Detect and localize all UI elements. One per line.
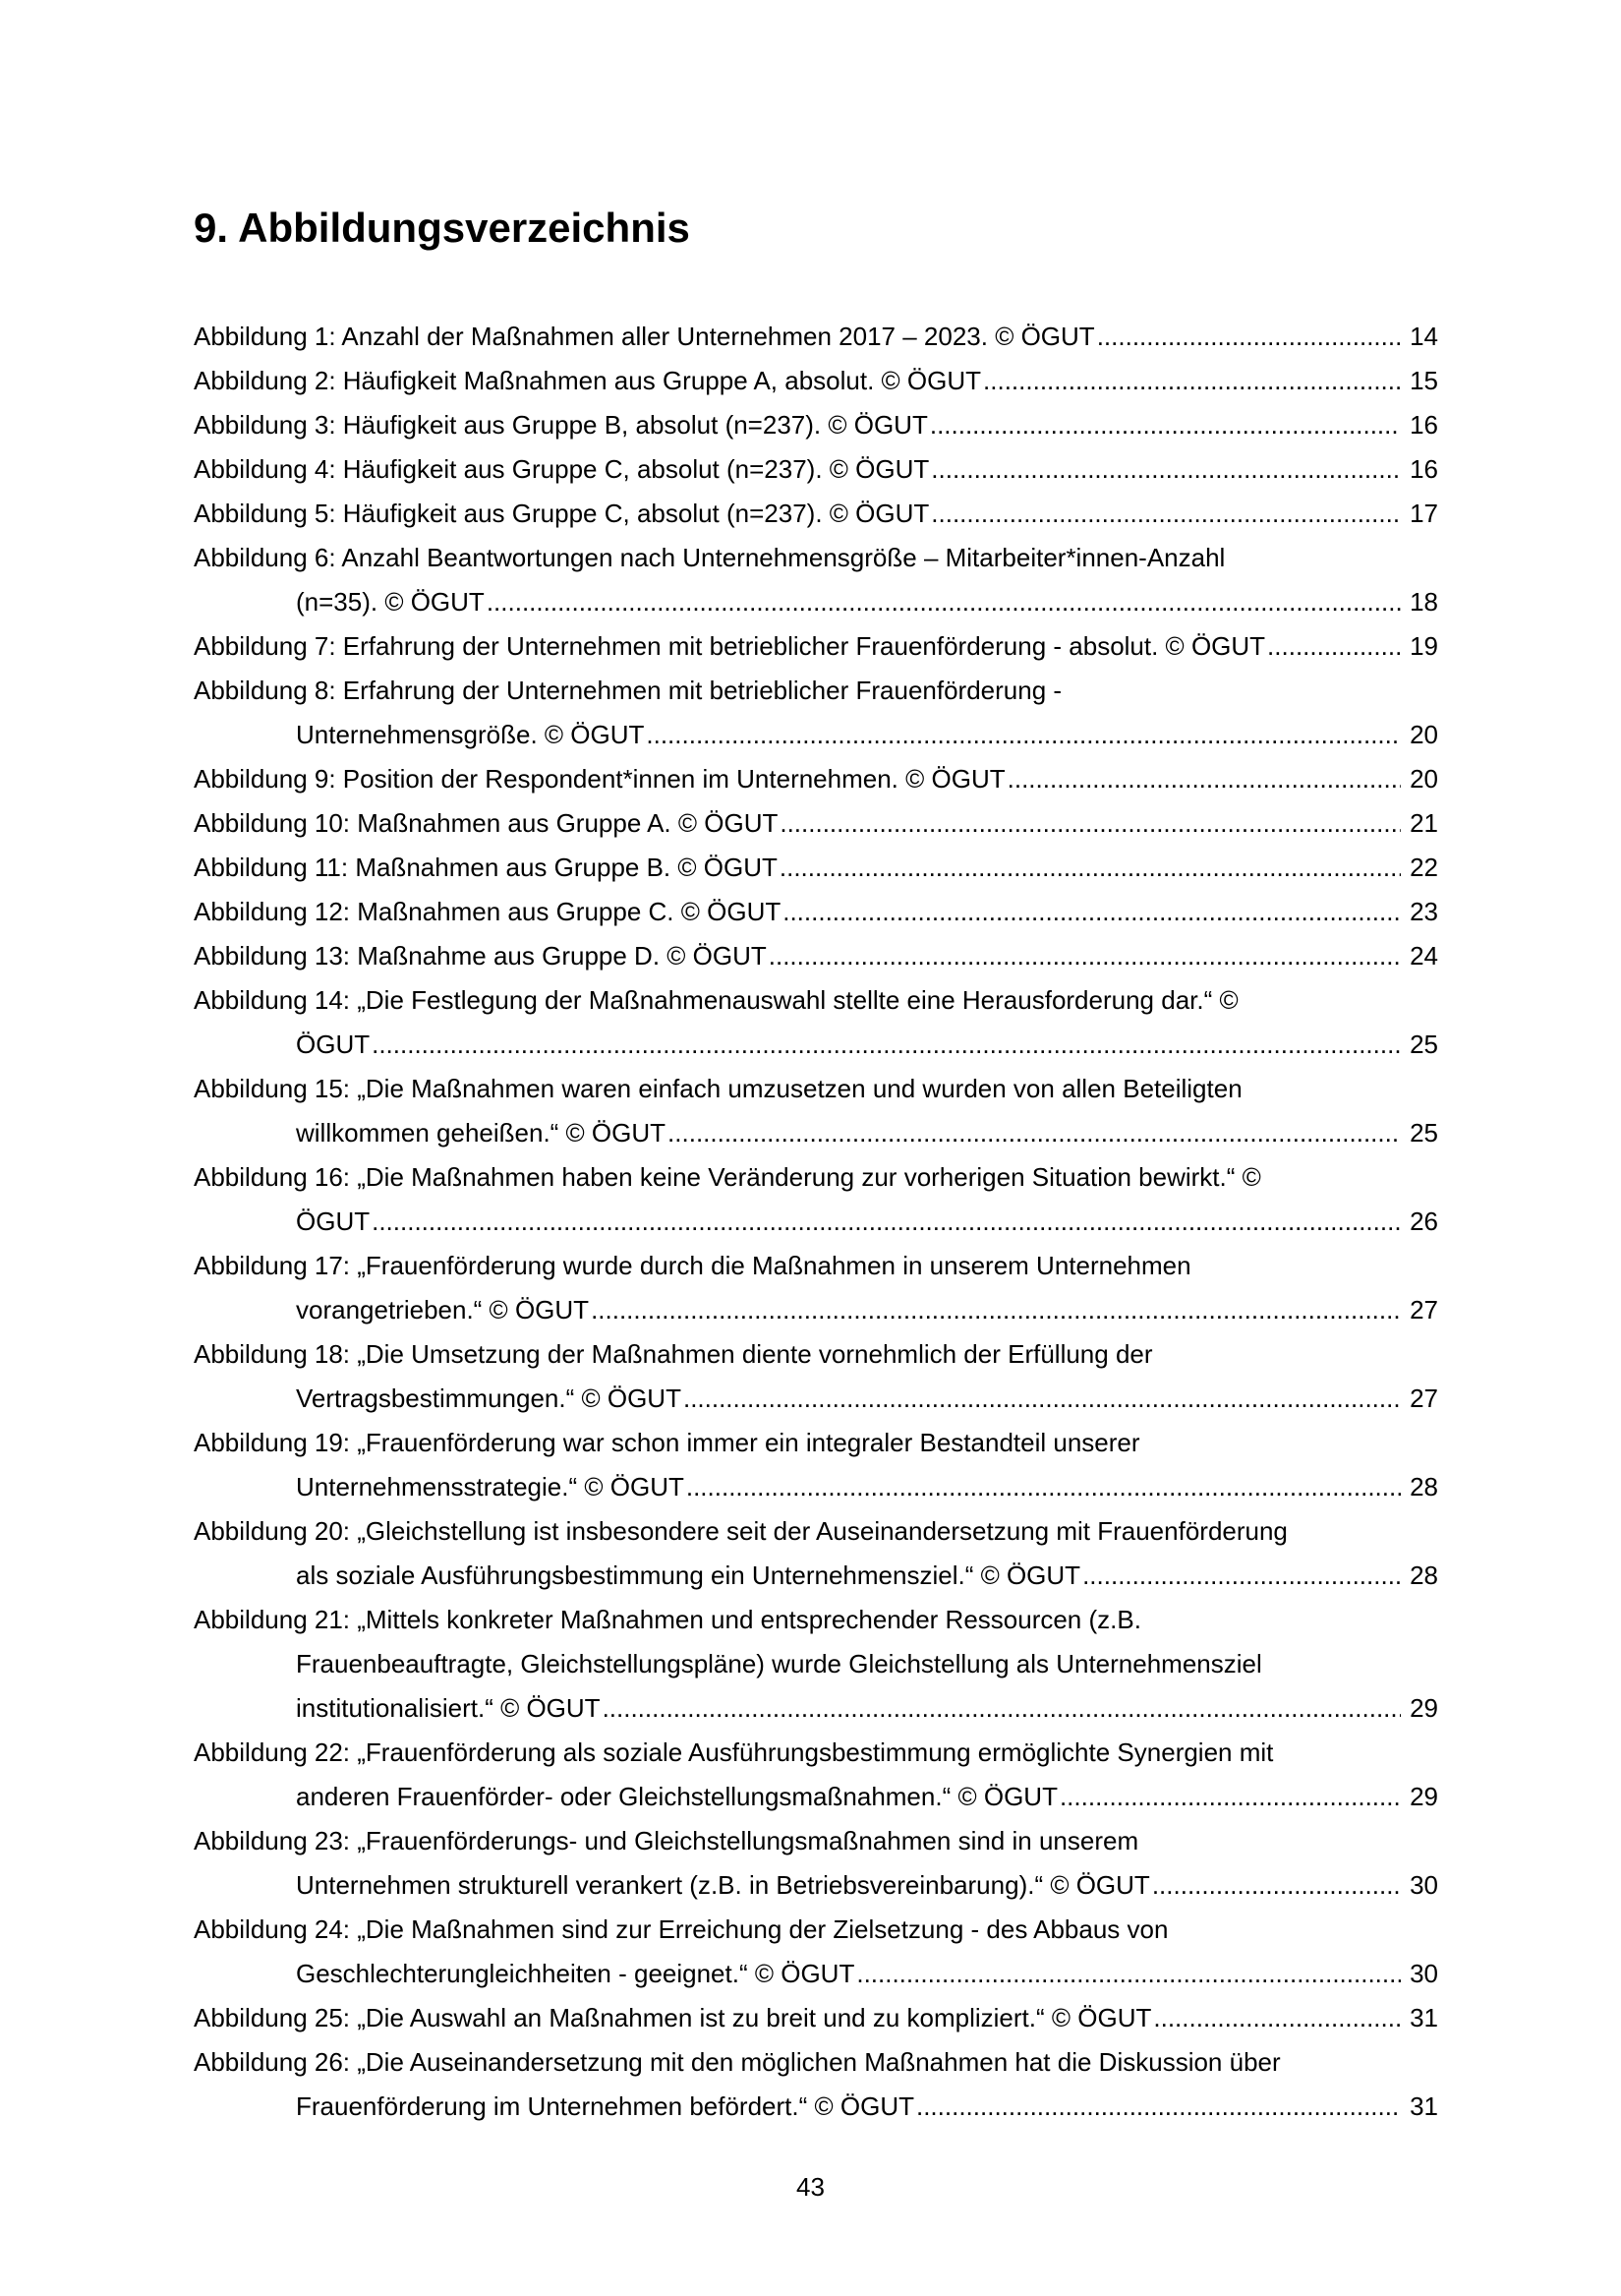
dot-leader [983, 359, 1401, 403]
toc-entry[interactable] [194, 1332, 1438, 1421]
toc-page-number: 26 [1410, 1207, 1438, 1236]
figure-list [194, 315, 1438, 2129]
dot-leader [667, 1111, 1401, 1155]
dot-leader [1152, 1863, 1401, 1908]
toc-entry[interactable] [194, 1731, 1438, 1819]
toc-page-number: 23 [1410, 897, 1438, 926]
toc-page-number: 17 [1410, 499, 1438, 528]
toc-entry[interactable] [194, 447, 1438, 492]
toc-entry-text: Abbildung 18: „Die Umsetzung der Maßnahmen diente vornehmlich der Erfüllung der [194, 1339, 1153, 1369]
dot-leader [372, 1200, 1401, 1244]
toc-page-number: 27 [1410, 1383, 1438, 1413]
toc-entry-text: Abbildung 2: Häufigkeit Maßnahmen aus Gruppe A, absolut. © ÖGUT [194, 366, 982, 395]
dot-leader [769, 934, 1401, 978]
toc-entry-text: vorangetrieben.“ © ÖGUT [296, 1295, 590, 1325]
toc-entry-text: Abbildung 17: „Frauenförderung wurde durch die Maßnahmen in unserem Unternehmen [194, 1251, 1191, 1280]
dot-leader [1153, 1996, 1401, 2040]
toc-entry[interactable] [194, 1996, 1438, 2040]
dot-leader [916, 2085, 1401, 2129]
toc-entry-text: Abbildung 22: „Frauenförderung als soziale Ausführungsbestimmung ermöglichte Synergien mit [194, 1737, 1274, 1767]
dot-leader [931, 492, 1401, 536]
toc-entry[interactable] [194, 1819, 1438, 1908]
toc-entry[interactable] [194, 1155, 1438, 1244]
toc-entry-text: Abbildung 10: Maßnahmen aus Gruppe A. © ÖGUT [194, 808, 779, 838]
toc-entry[interactable] [194, 978, 1438, 1067]
toc-page-number: 25 [1410, 1118, 1438, 1148]
toc-entry-text: Frauenförderung im Unternehmen befördert.“ © ÖGUT [296, 2091, 914, 2121]
toc-page-number: 19 [1410, 631, 1438, 661]
toc-entry-text: Unternehmensgröße. © ÖGUT [296, 720, 645, 749]
toc-entry[interactable] [194, 1509, 1438, 1598]
toc-page-number: 15 [1410, 366, 1438, 395]
toc-page-number: 24 [1410, 941, 1438, 971]
dot-leader [683, 1377, 1401, 1421]
toc-page-number: 27 [1410, 1295, 1438, 1325]
page-number: 43 [796, 2172, 825, 2202]
dot-leader [591, 1288, 1401, 1332]
toc-entry[interactable] [194, 1244, 1438, 1332]
toc-page-number: 30 [1410, 1959, 1438, 1988]
toc-entry[interactable] [194, 359, 1438, 403]
toc-page-number: 20 [1410, 720, 1438, 749]
dot-leader [930, 403, 1401, 447]
toc-entry-text: Abbildung 21: „Mittels konkreter Maßnahmen und entsprechender Ressourcen (z.B. [194, 1605, 1141, 1634]
toc-entry-text: Abbildung 8: Erfahrung der Unternehmen mit betrieblicher Frauenförderung - [194, 676, 1063, 705]
toc-entry-text: Abbildung 5: Häufigkeit aus Gruppe C, absolut (n=237). © ÖGUT [194, 499, 930, 528]
toc-page-number: 29 [1410, 1693, 1438, 1723]
toc-page-number: 25 [1410, 1030, 1438, 1059]
toc-entry-text: Unternehmensstrategie.“ © ÖGUT [296, 1472, 684, 1501]
toc-entry-text: Abbildung 4: Häufigkeit aus Gruppe C, absolut (n=237). © ÖGUT [194, 454, 930, 484]
dot-leader [780, 801, 1401, 846]
toc-page-number: 14 [1410, 322, 1438, 351]
dot-leader [856, 1952, 1401, 1996]
dot-leader [780, 846, 1401, 890]
toc-entry[interactable] [194, 536, 1438, 624]
toc-page-number: 22 [1410, 853, 1438, 882]
toc-entry-text: institutionalisiert.“ © ÖGUT [296, 1693, 601, 1723]
dot-leader [487, 580, 1401, 624]
toc-entry-text: Abbildung 11: Maßnahmen aus Gruppe B. © ÖGUT [194, 853, 778, 882]
toc-entry[interactable] [194, 757, 1438, 801]
toc-entry-text: Abbildung 15: „Die Maßnahmen waren einfach umzusetzen und wurden von allen Beteiligten [194, 1074, 1243, 1103]
toc-entry-text: Abbildung 19: „Frauenförderung war schon immer ein integraler Bestandteil unserer [194, 1428, 1140, 1457]
toc-page-number: 16 [1410, 454, 1438, 484]
toc-entry-text: Abbildung 25: „Die Auswahl an Maßnahmen ist zu breit und zu kompliziert.“ © ÖGUT [194, 2003, 1152, 2032]
dot-leader [372, 1023, 1401, 1067]
toc-page-number: 18 [1410, 587, 1438, 617]
toc-entry-text: Unternehmen strukturell verankert (z.B. in Betriebsvereinbarung).“ © ÖGUT [296, 1870, 1150, 1900]
toc-entry[interactable] [194, 2040, 1438, 2129]
toc-page-number: 28 [1410, 1560, 1438, 1590]
toc-page-number: 31 [1410, 2091, 1438, 2121]
toc-entry[interactable] [194, 492, 1438, 536]
toc-entry-text: Abbildung 9: Position der Respondent*innen im Unternehmen. © ÖGUT [194, 764, 1006, 794]
toc-entry-text: anderen Frauenförder- oder Gleichstellungsmaßnahmen.“ © ÖGUT [296, 1782, 1058, 1811]
toc-entry-text: Abbildung 13: Maßnahme aus Gruppe D. © ÖGUT [194, 941, 767, 971]
toc-entry-text: als soziale Ausführungsbestimmung ein Unternehmensziel.“ © ÖGUT [296, 1560, 1081, 1590]
toc-entry-text: Frauenbeauftragte, Gleichstellungspläne) wurde Gleichstellung als Unternehmensziel [296, 1649, 1262, 1678]
toc-entry[interactable] [194, 403, 1438, 447]
dot-leader [1097, 315, 1401, 359]
toc-page-number: 29 [1410, 1782, 1438, 1811]
toc-entry-text: Abbildung 23: „Frauenförderungs- und Gleichstellungsmaßnahmen sind in unserem [194, 1826, 1139, 1855]
toc-entry-text: Abbildung 14: „Die Festlegung der Maßnahmenauswahl stellte eine Herausforderung dar.“ © [194, 985, 1239, 1015]
toc-entry-text: (n=35). © ÖGUT [296, 587, 485, 617]
toc-page-number: 28 [1410, 1472, 1438, 1501]
dot-leader [1008, 757, 1401, 801]
toc-entry-text: Abbildung 12: Maßnahmen aus Gruppe C. © ÖGUT [194, 897, 782, 926]
toc-page-number: 30 [1410, 1870, 1438, 1900]
dot-leader [603, 1686, 1401, 1731]
toc-page-number: 20 [1410, 764, 1438, 794]
toc-entry-text: willkommen geheißen.“ © ÖGUT [296, 1118, 666, 1148]
dot-leader [646, 713, 1401, 757]
toc-entry-text: Geschlechterungleichheiten - geeignet.“ © ÖGUT [296, 1959, 855, 1988]
toc-entry-text: Abbildung 6: Anzahl Beantwortungen nach Unternehmensgröße – Mitarbeiter*innen-Anzahl [194, 543, 1226, 572]
dot-leader [1267, 624, 1401, 669]
toc-entry-text: Abbildung 20: „Gleichstellung ist insbesondere seit der Auseinandersetzung mit Frauenförderung [194, 1516, 1288, 1546]
dot-leader [686, 1465, 1401, 1509]
toc-entry[interactable] [194, 801, 1438, 846]
toc-page-number: 16 [1410, 410, 1438, 440]
toc-entry[interactable] [194, 1421, 1438, 1509]
toc-entry-text: Abbildung 16: „Die Maßnahmen haben keine Veränderung zur vorherigen Situation bewirkt.“ © [194, 1162, 1261, 1192]
toc-entry-text: Abbildung 1: Anzahl der Maßnahmen aller Unternehmen 2017 – 2023. © ÖGUT [194, 322, 1095, 351]
toc-entry-text: Abbildung 7: Erfahrung der Unternehmen mit betrieblicher Frauenförderung - absolut. © ÖGUT [194, 631, 1266, 661]
toc-entry[interactable] [194, 624, 1438, 669]
toc-entry-text: Abbildung 26: „Die Auseinandersetzung mit den möglichen Maßnahmen hat die Diskussion über [194, 2047, 1281, 2077]
toc-page-number: 21 [1410, 808, 1438, 838]
toc-entry[interactable] [194, 1908, 1438, 1996]
page-title: 9. Abbildungsverzeichnis [194, 205, 690, 251]
toc-entry[interactable] [194, 1067, 1438, 1155]
dot-leader [782, 890, 1401, 934]
toc-entry-text: Abbildung 3: Häufigkeit aus Gruppe B, absolut (n=237). © ÖGUT [194, 410, 928, 440]
toc-entry-text: ÖGUT [296, 1207, 371, 1236]
toc-entry-text: ÖGUT [296, 1030, 371, 1059]
toc-entry[interactable] [194, 669, 1438, 757]
toc-page-number: 31 [1410, 2003, 1438, 2032]
dot-leader [1060, 1775, 1401, 1819]
toc-entry[interactable] [194, 934, 1438, 978]
dot-leader [931, 447, 1401, 492]
toc-entry[interactable] [194, 846, 1438, 890]
toc-entry[interactable] [194, 1598, 1438, 1731]
dot-leader [1082, 1554, 1401, 1598]
toc-entry[interactable] [194, 890, 1438, 934]
toc-entry-text: Vertragsbestimmungen.“ © ÖGUT [296, 1383, 681, 1413]
toc-entry[interactable] [194, 315, 1438, 359]
toc-entry-text: Abbildung 24: „Die Maßnahmen sind zur Erreichung der Zielsetzung - des Abbaus von [194, 1914, 1169, 1944]
